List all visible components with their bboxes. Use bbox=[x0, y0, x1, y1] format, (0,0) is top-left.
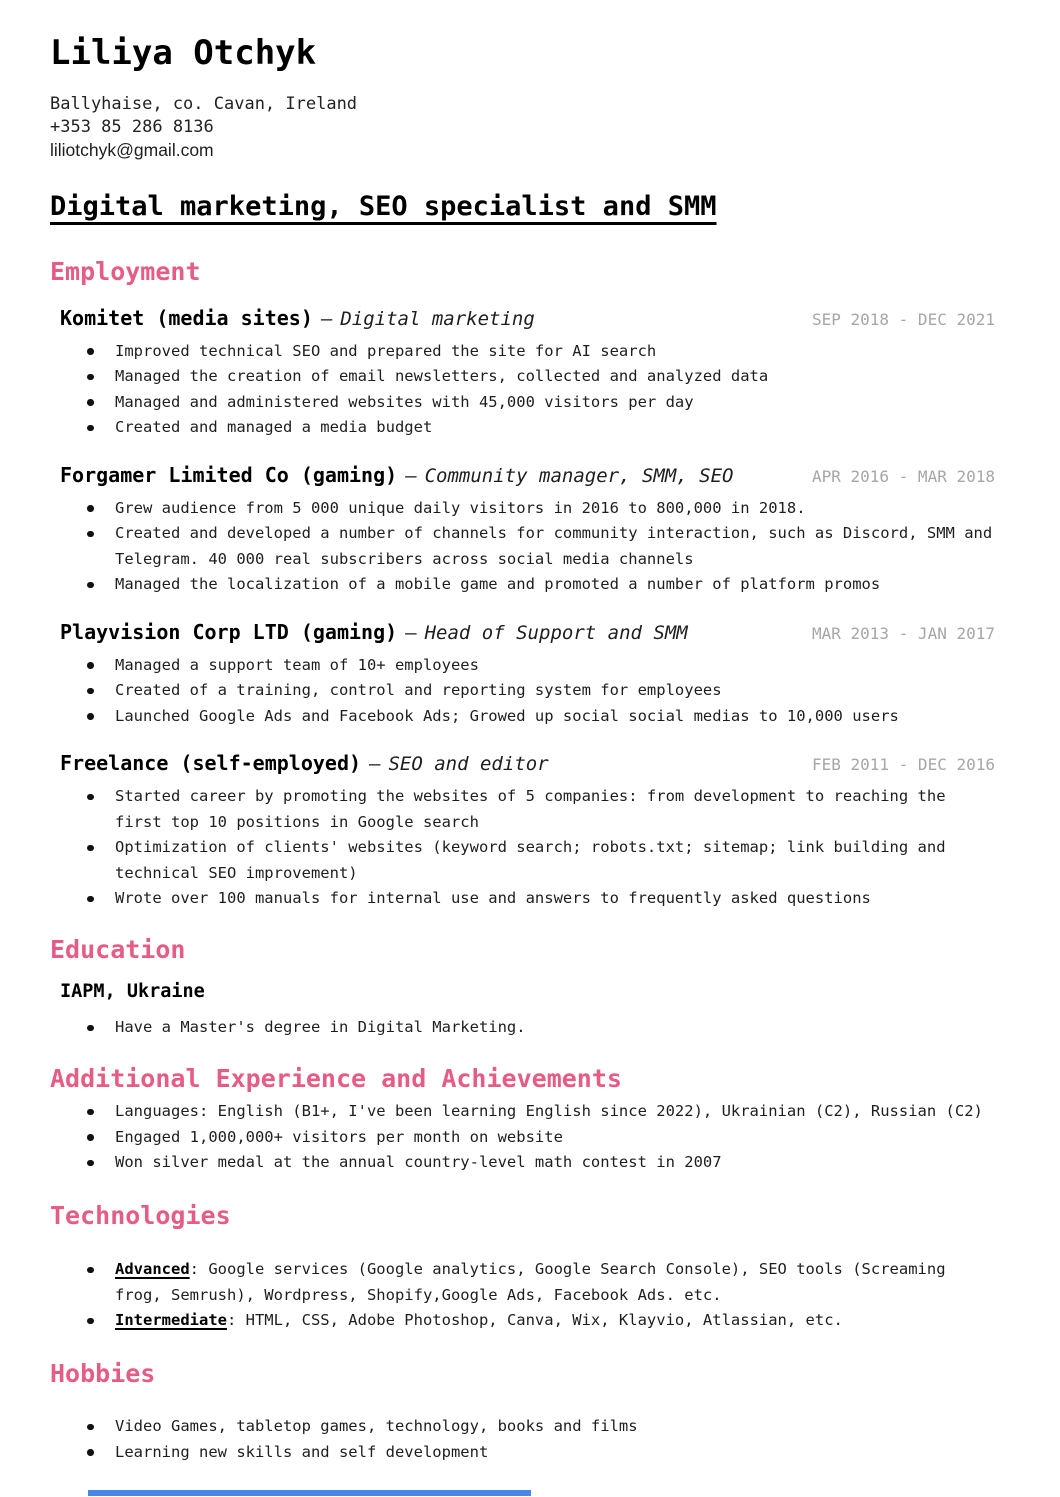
job-bullet bbox=[50, 364, 995, 390]
additional-bullet bbox=[50, 1099, 995, 1125]
education-bullet-text: Have a Master's degree in Digital Marketing. bbox=[115, 1018, 526, 1037]
hobbies-bullet-text: Video Games, tabletop games, technology, books and films bbox=[115, 1417, 638, 1436]
job-company: Forgamer Limited Co (gaming) bbox=[60, 462, 398, 487]
job-bullet-text: Created of a training, control and reporting system for employees bbox=[115, 681, 722, 700]
additional-bullet-text: Engaged 1,000,000+ visitors per month on website bbox=[115, 1127, 563, 1146]
job-bullet-text: Improved technical SEO and prepared the site for AI search bbox=[115, 341, 657, 360]
job-role: Head of Support and SMM bbox=[424, 621, 688, 644]
technologies-bullet bbox=[50, 1308, 995, 1334]
section-hobbies bbox=[50, 1360, 995, 1466]
job-dates: SEP 2018 - DEC 2021 bbox=[811, 309, 995, 329]
contact-phone: +353 85 286 8136 bbox=[50, 117, 214, 138]
job-bullet-text: Launched Google Ads and Facebook Ads; Growed up social social medias to 10,000 users bbox=[115, 706, 899, 725]
education-bullet-list bbox=[50, 1015, 995, 1041]
bullet-dot-icon bbox=[87, 1267, 94, 1274]
bullet-dot-icon bbox=[87, 713, 94, 720]
education-heading: Education bbox=[50, 934, 186, 964]
bullet-dot-icon bbox=[87, 505, 94, 512]
section-technologies bbox=[50, 1202, 995, 1334]
skill-level-label: Advanced bbox=[115, 1260, 190, 1279]
job-dates: FEB 2011 - DEC 2016 bbox=[811, 755, 995, 775]
job-separator: — bbox=[369, 753, 381, 776]
hobbies-bullet-list bbox=[50, 1414, 995, 1465]
additional-heading: Additional Experience and Achievements bbox=[50, 1063, 622, 1093]
job-header bbox=[60, 463, 995, 487]
section-additional-experience bbox=[50, 1065, 995, 1176]
job-bullet-text: Created and managed a media budget bbox=[115, 418, 433, 437]
bullet-dot-icon bbox=[87, 688, 94, 695]
job-bullet bbox=[50, 678, 995, 704]
skill-list-text: : HTML, CSS, Adobe Photoshop, Canva, Wix, Klayvio, Atlassian, etc. bbox=[226, 1311, 843, 1330]
bullet-dot-icon bbox=[87, 1109, 94, 1116]
technologies-bullet-text bbox=[115, 1311, 843, 1329]
job-bullet bbox=[50, 496, 995, 522]
bullet-dot-icon bbox=[87, 582, 94, 589]
bottom-blue-bar bbox=[88, 1490, 531, 1496]
bullet-dot-icon bbox=[87, 1160, 94, 1167]
job-role: Community manager, SMM, SEO bbox=[424, 464, 734, 487]
job-bullet bbox=[50, 653, 995, 679]
employment-heading: Employment bbox=[50, 257, 201, 287]
hobbies-heading: Hobbies bbox=[50, 1358, 156, 1388]
job-bullet-list bbox=[50, 784, 995, 912]
bullet-dot-icon bbox=[87, 662, 94, 669]
job-company: Komitet (media sites) bbox=[60, 305, 313, 330]
hobbies-bullet bbox=[50, 1414, 995, 1440]
bullet-dot-icon bbox=[87, 531, 94, 538]
bullet-dot-icon bbox=[87, 374, 94, 381]
technologies-bullet-list bbox=[50, 1257, 995, 1334]
job-bullet bbox=[50, 835, 995, 886]
job-company: Freelance (self-employed) bbox=[60, 751, 362, 776]
education-bullet bbox=[50, 1015, 995, 1041]
job-header bbox=[60, 306, 995, 330]
additional-bullet-text: Languages: English (B1+, I've been learning English since 2022), Ukrainian (C2), Russian (C2) bbox=[115, 1102, 983, 1121]
job-separator: — bbox=[405, 464, 417, 487]
job-bullet bbox=[50, 521, 995, 572]
bullet-dot-icon bbox=[87, 794, 94, 801]
bullet-dot-icon bbox=[87, 348, 94, 355]
job-separator: — bbox=[320, 307, 333, 330]
job-bullet bbox=[50, 572, 995, 598]
skill-list-text: : Google services (Google analytics, Google Search Console), SEO tools (Screaming frog, Semrush), Wordpress, Shopify,Google Ads, Facebook Ads. etc. bbox=[115, 1260, 946, 1304]
hobbies-bullet-text: Learning new skills and self development bbox=[115, 1442, 489, 1461]
job-header bbox=[60, 751, 995, 775]
job-entry bbox=[50, 620, 995, 730]
section-education bbox=[50, 936, 995, 1041]
job-bullet-text: Started career by promoting the websites of 5 companies: from development to reaching the first top 10 positions in Google search bbox=[115, 787, 946, 831]
job-dates: MAR 2013 - JAN 2017 bbox=[811, 623, 995, 643]
job-bullet-text: Created and developed a number of channels for community interaction, such as Discord, SMM and Telegram. 40 000 real subscribers across social media channels bbox=[115, 524, 993, 568]
additional-bullet bbox=[50, 1150, 995, 1176]
hobbies-bullet bbox=[50, 1440, 995, 1466]
contact-email: liliotchyk@gmail.com bbox=[50, 140, 214, 161]
contact-location: Ballyhaise, co. Cavan, Ireland bbox=[50, 94, 358, 115]
additional-bullet bbox=[50, 1125, 995, 1151]
job-header bbox=[60, 620, 995, 644]
job-role: SEO and editor bbox=[388, 753, 549, 776]
job-bullet-list bbox=[50, 339, 995, 441]
job-company: Playvision Corp LTD (gaming) bbox=[60, 619, 398, 644]
job-bullet-text: Managed the localization of a mobile game and promoted a number of platform promos bbox=[115, 575, 881, 594]
bullet-dot-icon bbox=[87, 1318, 94, 1325]
job-bullet-list bbox=[50, 653, 995, 730]
additional-bullet-text: Won silver medal at the annual country-level math contest in 2007 bbox=[115, 1153, 722, 1172]
bullet-dot-icon bbox=[87, 399, 94, 406]
person-name: Liliya Otchyk bbox=[50, 33, 317, 73]
skill-level-label: Intermediate bbox=[115, 1311, 227, 1330]
technologies-bullet-text bbox=[115, 1260, 946, 1304]
job-bullet bbox=[50, 704, 995, 730]
job-bullet bbox=[50, 339, 995, 365]
job-separator: — bbox=[405, 621, 417, 644]
job-bullet-text: Optimization of clients' websites (keyword search; robots.txt; sitemap; link building and technical SEO improvement) bbox=[115, 838, 946, 882]
job-entry bbox=[50, 751, 995, 912]
bullet-dot-icon bbox=[87, 845, 94, 852]
job-bullet bbox=[50, 886, 995, 912]
bullet-dot-icon bbox=[87, 1424, 94, 1431]
job-bullet-list bbox=[50, 496, 995, 598]
job-entry bbox=[50, 306, 995, 441]
bullet-dot-icon bbox=[87, 896, 94, 903]
bullet-dot-icon bbox=[87, 1449, 94, 1456]
job-bullet bbox=[50, 415, 995, 441]
job-bullet-text: Managed and administered websites with 45,000 visitors per day bbox=[115, 392, 694, 411]
job-bullet bbox=[50, 390, 995, 416]
education-institution: IAPM, Ukraine bbox=[60, 981, 205, 1003]
job-bullet-text: Managed a support team of 10+ employees bbox=[115, 655, 479, 674]
technologies-bullet bbox=[50, 1257, 995, 1308]
job-dates: APR 2016 - MAR 2018 bbox=[811, 466, 995, 486]
additional-bullet-list bbox=[50, 1099, 995, 1176]
bullet-dot-icon bbox=[87, 1134, 94, 1141]
job-bullet-text: Grew audience from 5 000 unique daily visitors in 2016 to 800,000 in 2018. bbox=[115, 498, 806, 517]
contact-block bbox=[50, 93, 995, 162]
section-employment bbox=[50, 258, 995, 912]
technologies-heading: Technologies bbox=[50, 1200, 231, 1230]
job-role: Digital marketing bbox=[340, 307, 535, 330]
bullet-dot-icon bbox=[87, 425, 94, 432]
job-bullet-text: Managed the creation of email newsletters, collected and analyzed data bbox=[115, 367, 769, 386]
job-bullet-text: Wrote over 100 manuals for internal use and answers to frequently asked questions bbox=[115, 889, 871, 908]
resume-headline: Digital marketing, SEO specialist and SMM bbox=[50, 191, 717, 223]
job-entry bbox=[50, 463, 995, 598]
job-bullet bbox=[50, 784, 995, 835]
bullet-dot-icon bbox=[87, 1025, 94, 1032]
